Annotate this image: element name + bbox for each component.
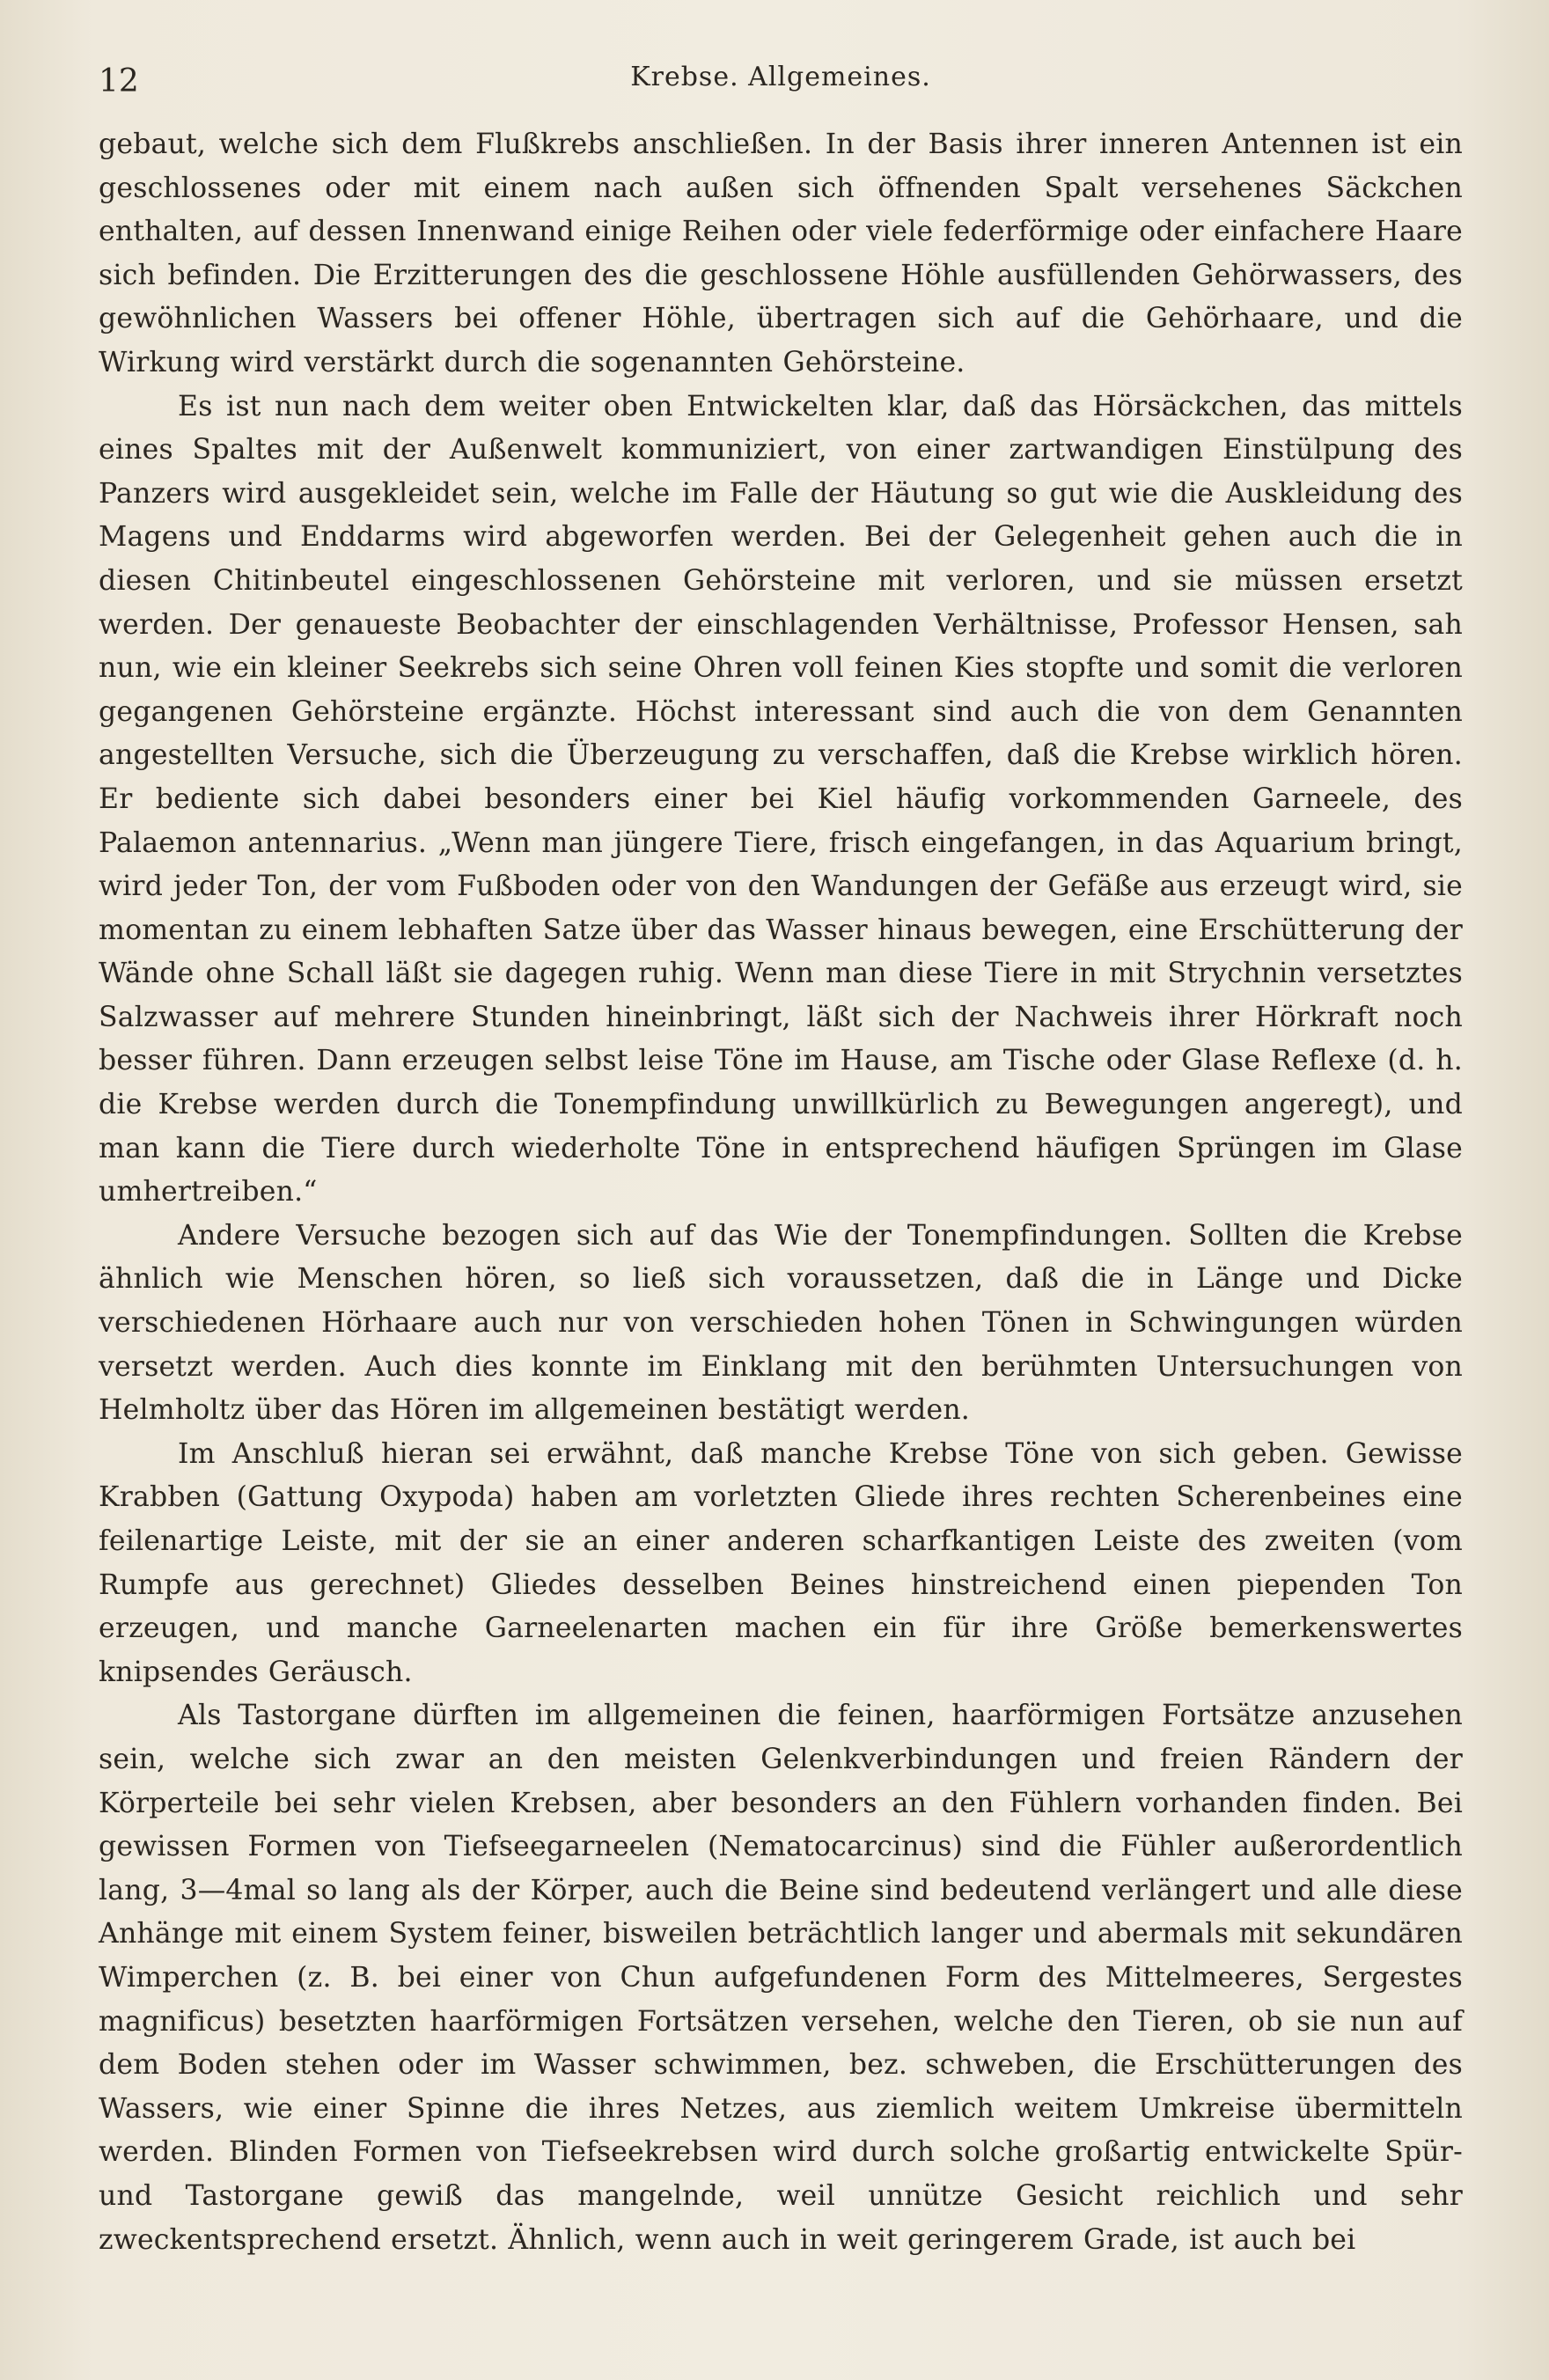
page-header [99,55,1463,107]
page-number: 12 [99,63,139,99]
paragraph-4: Im Anschluß hieran sei erwähnt, daß manche Krebse Töne von sich geben. Gewisse Krabben (Gattung Oxypoda) haben am vorletzten Gliede ihres rechten Scherenbeines eine feilenartige Leiste, mit der sie an einer anderen scharfkantigen Leiste des zweiten (vom Rumpfe aus gerechnet) Gliedes desselben Beines hinstreichend einen piependen Ton erzeugen, und manche Garneelenarten machen ein für ihre Größe bemerkenswertes knipsendes Geräusch. [99,1437,1463,1688]
paragraph-2: Es ist nun nach dem weiter oben Entwickelten klar, daß das Hörsäckchen, das mittels eines Spaltes mit der Außenwelt kommuniziert, von einer zartwandigen Einstülpung des Panzers wird ausgekleidet sein, welche im Falle der Häutung so gut wie die Auskleidung des Magens und Enddarms wird abgeworfen werden. Bei der Gelegenheit gehen auch die in diesen Chitinbeutel eingeschlossenen Gehörsteine mit verloren, und sie müssen ersetzt werden. Der genaueste Beobachter der einschlagenden Verhältnisse, Professor Hensen, sah nun, wie ein kleiner Seekrebs sich seine Ohren voll feinen Kies stopfte und somit die verloren gegangenen Gehörsteine ergänzte. Höchst interessant sind auch die von dem Genannten angestellten Versuche, sich die Überzeugung zu verschaffen, daß die Krebse wirklich hören. Er bediente sich dabei besonders einer bei Kiel häufig vorkommenden Garneele, des Palaemon antennarius. „Wenn man jüngere Tiere, frisch eingefangen, in das Aquarium bringt, wird jeder Ton, der vom Fußboden oder von den Wandungen der Gefäße aus erzeugt wird, sie momentan zu einem lebhaften Satze über das Wasser hinaus bewegen, eine Erschütterung der Wände ohne Schall läßt sie dagegen ruhig. Wenn man diese Tiere in mit Strychnin versetztes Salzwasser auf mehrere Stunden hineinbringt, läßt sich der Nachweis ihrer Hörkraft noch besser führen. Dann erzeugen selbst leise Töne im Hause, am Tische oder Glase Reflexe (d. h. die Krebse werden durch die Tonempfindung unwillkürlich zu Bewegungen angeregt), und man kann die Tiere durch wiederholte Töne in entsprechend häufigen Sprüngen im Glase umhertreiben.“ [99,390,1463,1208]
paragraph-5: Als Tastorgane dürften im allgemeinen die feinen, haarförmigen Fortsätze anzusehen sein, welche sich zwar an den meisten Gelenkverbindungen und freien Rändern der Körperteile bei sehr vielen Krebsen, aber besonders an den Fühlern vorhanden finden. Bei gewissen Formen von Tiefseegarneelen (Nematocarcinus) sind die Fühler außerordentlich lang, 3—4mal so lang als der Körper, auch die Beine sind bedeutend verlängert und alle diese Anhänge mit einem System feiner, bisweilen beträchtlich langer und abermals mit sekundären Wimperchen (z. B. bei einer von Chun aufgefundenen Form des Mittelmeeres, Sergestes magnificus) besetzten haarförmigen Fortsätzen versehen, welche den Tieren, ob sie nun auf dem Boden stehen oder im Wasser schwimmen, bez. schweben, die Erschütterungen des Wassers, wie einer Spinne die ihres Netzes, aus ziemlich weitem Umkreise übermitteln werden. Blinden Formen von Tiefseekrebsen wird durch solche großartig entwickelte Spür- und Tastorgane gewiß das mangelnde, weil unnütze Gesicht reichlich und sehr zweckentsprechend ersetzt. Ähnlich, wenn auch in weit geringerem Grade, ist auch bei [99,1700,1463,2256]
body-text [99,123,1463,2262]
paragraph-3: Andere Versuche bezogen sich auf das Wie der Tonempfindungen. Sollten die Krebse ähnlich wie Menschen hören, so ließ sich voraussetzen, daß die in Länge und Dicke verschiedenen Hörhaare auch nur von verschieden hohen Tönen in Schwingungen würden versetzt werden. Auch dies konnte im Einklang mit den berühmten Untersuchungen von Helmholtz über das Hören im allgemeinen bestätigt werden. [99,1219,1463,1427]
running-head: Krebse. Allgemeines. [630,62,931,92]
paragraph-1: gebaut, welche sich dem Flußkrebs anschließen. In der Basis ihrer inneren Antennen ist ein geschlossenes oder mit einem nach außen sich öffnenden Spalt versehenes Säckchen enthalten, auf dessen Innenwand einige Reihen oder viele federförmige oder einfachere Haare sich befinden. Die Erzitterungen des die geschlossene Höhle ausfüllenden Gehörwassers, des gewöhnlichen Wassers bei offener Höhle, übertragen sich auf die Gehörhaare, und die Wirkung wird verstärkt durch die sogenannten Gehörsteine. [99,129,1463,378]
